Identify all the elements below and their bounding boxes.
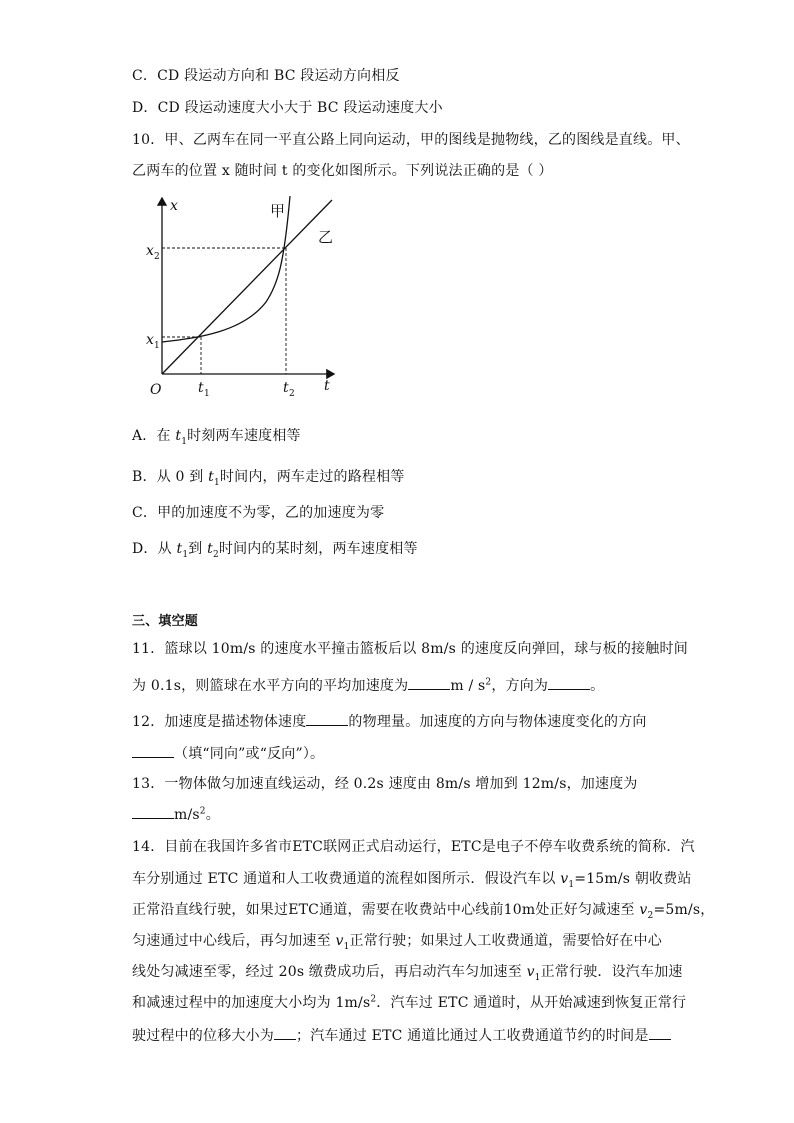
q11-line2: 为 0.1s，则篮球在水平方向的平均加速度为 m / $s^2$，方向为 。 <box>132 675 604 696</box>
option-c-prev: C．CD 段运动方向和 BC 段运动方向相反 <box>132 68 400 84</box>
origin-label: O <box>150 382 162 398</box>
answer-blank[interactable] <box>649 1025 671 1040</box>
q10-option-a: A．在 $t_1$时刻两车速度相等 <box>132 428 301 447</box>
x1-label: x <box>146 332 154 348</box>
line-yi-label: 乙 <box>318 228 334 246</box>
q12-line1: 12．加速度是描述物体速度 的物理量。加速度的方向与物体速度变化的方向 <box>132 711 647 732</box>
t2-label: t <box>283 380 289 396</box>
q13-line1: 13．一物体做匀加速直线运动，经 0.2s 速度由 8m/s 增加到 12m/s，加速度为 <box>132 776 638 792</box>
q14-line5: 线处匀减速至零，经过 20s 缴费成功后，再启动汽车匀加速至 $v_1$正常行驶．设汽车加速 <box>132 964 683 983</box>
q10-option-d: D．从 $t_1$到 $t_2$时间内的某时刻，两车速度相等 <box>132 541 418 560</box>
section-title: 三、填空题 <box>132 614 199 629</box>
q14-line1: 14．目前在我国许多省市ETC联网正式启动运行，ETC是电子不停车收费系统的简称．汽 <box>132 839 695 855</box>
curve-jia-label: 甲 <box>270 202 286 220</box>
q14-line3: 正常沿直线行驶，如果过ETC通道，需要在收费站中心线前10m处正好匀减速至 $v_2=5m/s$， <box>132 902 715 921</box>
q10-option-b: B．从 0 到 $t_1$时间内，两车走过的路程相等 <box>132 469 405 488</box>
q10-option-c: C．甲的加速度不为零，乙的加速度为零 <box>132 505 385 521</box>
t2-label-sub: 2 <box>289 389 295 399</box>
option-d-prev: D．CD 段运动速度大小大于 BC 段运动速度大小 <box>132 100 443 116</box>
x-axis-label: t <box>324 378 330 394</box>
answer-blank[interactable] <box>274 1025 296 1040</box>
x2-label-sub: 2 <box>154 252 160 262</box>
x2-label: x <box>146 243 154 259</box>
q13-line2: $m/s^2$。 <box>132 804 220 825</box>
q14-line2: 车分别通过 ETC 通道和人工收费通道的流程如图所示．假设汽车以 $v_1=15m/s$ 朝收费站 <box>132 871 692 890</box>
answer-blank[interactable] <box>132 804 174 819</box>
t1-label-sub: 1 <box>204 389 210 399</box>
q10-stem-line1: 10．甲、乙两车在同一平直公路上同向运动，甲的图线是抛物线，乙的图线是直线。甲、 <box>132 132 690 148</box>
q14-line4: 匀速通过中心线后，再匀加速至 $v_1$正常行驶；如果过人工收费通道，需要恰好在中心 <box>132 933 662 952</box>
answer-blank[interactable] <box>306 711 348 726</box>
position-time-graph <box>138 192 348 402</box>
q11-line1: 11．篮球以 10m/s 的速度水平撞击篮板后以 8m/s 的速度反向弹回，球与板的接触时间 <box>132 641 688 657</box>
q14-line6: 和减速过程中的加速度大小均为 $1m/s^2$．汽车过 ETC 通道时，从开始减速到恢复正常行 <box>132 994 687 1011</box>
q12-line2: （填“同向”或“反向”）。 <box>132 743 324 764</box>
q10-stem-line2: 乙两车的位置 x 随时间 t 的变化如图所示。下列说法正确的是（ ） <box>132 163 553 179</box>
line-yi <box>162 200 332 374</box>
q14-line7: 驶过程中的位移大小为 ；汽车通过 ETC 通道比通过人工收费通道节约的时间是 <box>132 1025 671 1046</box>
t1-label: t <box>198 380 204 396</box>
y-axis-label: x <box>170 198 178 214</box>
x1-label-sub: 1 <box>154 341 160 351</box>
answer-blank[interactable] <box>132 743 174 758</box>
answer-blank[interactable] <box>408 675 450 690</box>
answer-blank[interactable] <box>548 675 590 690</box>
